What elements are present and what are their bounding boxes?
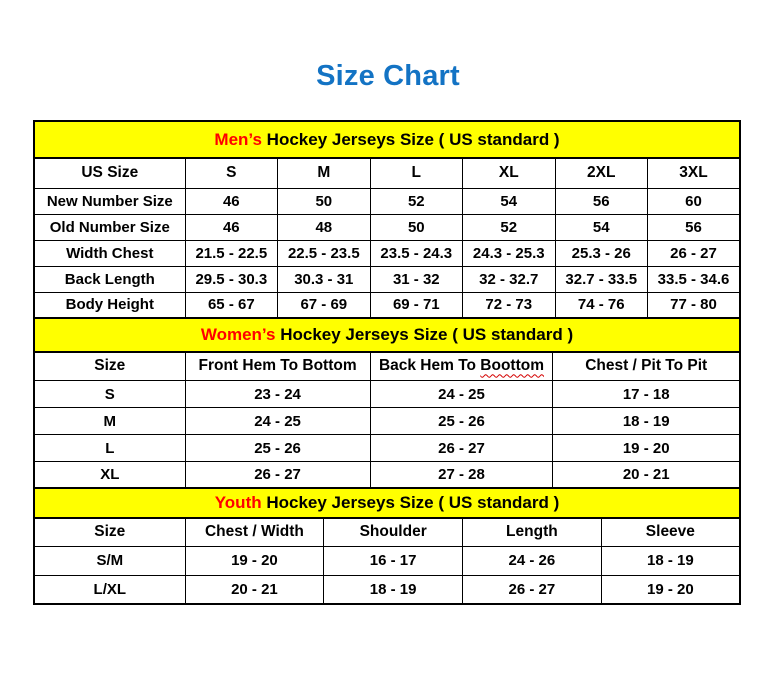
cell-value: 26 - 27 [185, 462, 370, 489]
table-row [34, 214, 740, 240]
row-label: Width Chest [34, 240, 185, 266]
column-header-label: S [226, 164, 237, 182]
column-header [34, 352, 185, 381]
table-row [34, 240, 740, 266]
cell-value: 24 - 25 [185, 408, 370, 435]
table-title-band [34, 488, 740, 518]
column-header-label: 2XL [587, 164, 616, 182]
column-header [648, 158, 741, 188]
table-title-text: Hockey Jerseys Size ( US standard ) [275, 324, 574, 344]
column-header-label: Chest / Width [204, 523, 304, 541]
column-header [463, 518, 602, 546]
table-title [34, 121, 740, 158]
table-row [34, 575, 740, 604]
column-header-label: US Size [81, 164, 139, 182]
cell-value: 24 - 25 [370, 381, 553, 408]
cell-value: 33.5 - 34.6 [648, 266, 741, 292]
header-row [34, 352, 740, 381]
row-label: M [34, 408, 185, 435]
cell-value: 67 - 69 [278, 292, 370, 318]
cell-value: 25.3 - 26 [555, 240, 647, 266]
cell-value: 18 - 19 [601, 546, 740, 575]
cell-value: 25 - 26 [185, 435, 370, 462]
table-title-text: Hockey Jerseys Size ( US standard ) [261, 493, 560, 512]
cell-value: 32 - 32.7 [463, 266, 555, 292]
column-header [34, 158, 185, 188]
cell-value: 26 - 27 [370, 435, 553, 462]
column-header [555, 158, 647, 188]
cell-value: 16 - 17 [324, 546, 463, 575]
cell-value: 26 - 27 [648, 240, 741, 266]
cell-value: 65 - 67 [185, 292, 277, 318]
cell-value: 26 - 27 [463, 575, 602, 604]
cell-value: 27 - 28 [370, 462, 553, 489]
row-label: XL [34, 462, 185, 489]
cell-value: 56 [648, 214, 741, 240]
cell-value: 22.5 - 23.5 [278, 240, 370, 266]
table-row [34, 381, 740, 408]
page-title: Size Chart [316, 60, 460, 92]
cell-value: 50 [278, 188, 370, 214]
cell-value: 52 [370, 188, 462, 214]
cell-value: 24 - 26 [463, 546, 602, 575]
row-label: Back Length [34, 266, 185, 292]
cell-value: 24.3 - 25.3 [463, 240, 555, 266]
cell-value: 21.5 - 22.5 [185, 240, 277, 266]
cell-value: 19 - 20 [553, 435, 740, 462]
column-header-label: XL [498, 164, 519, 182]
table-title [34, 318, 740, 352]
table-title-highlight: Youth [214, 493, 262, 512]
column-header-label: L [411, 164, 422, 182]
cell-value: 60 [648, 188, 741, 214]
column-header-label: Size [94, 357, 126, 375]
column-header [370, 352, 553, 381]
column-header-label: Shoulder [359, 523, 427, 541]
cell-value: 18 - 19 [553, 408, 740, 435]
size-tables [33, 120, 741, 605]
table-row [34, 188, 740, 214]
cell-value: 30.3 - 31 [278, 266, 370, 292]
cell-value: 48 [278, 214, 370, 240]
row-label: L/XL [34, 575, 185, 604]
row-label: New Number Size [34, 188, 185, 214]
cell-value: 23 - 24 [185, 381, 370, 408]
row-label: Body Height [34, 292, 185, 318]
row-label: L [34, 435, 185, 462]
table-title-highlight: Women’s [200, 324, 276, 344]
cell-value: 17 - 18 [553, 381, 740, 408]
cell-value: 56 [555, 188, 647, 214]
cell-value: 19 - 20 [601, 575, 740, 604]
table-title-highlight: Men’s [214, 129, 262, 149]
cell-value: 23.5 - 24.3 [370, 240, 462, 266]
cell-value: 74 - 76 [555, 292, 647, 318]
table-row [34, 435, 740, 462]
table-row [34, 462, 740, 489]
cell-value: 77 - 80 [648, 292, 741, 318]
header-row [34, 518, 740, 546]
cell-value: 19 - 20 [185, 546, 324, 575]
column-header [185, 518, 324, 546]
column-header-label: Size [94, 523, 126, 541]
cell-value: 46 [185, 214, 277, 240]
cell-value: 46 [185, 188, 277, 214]
row-label: S/M [34, 546, 185, 575]
column-header-label: Sleeve [645, 523, 695, 541]
table-title-text: Hockey Jerseys Size ( US standard ) [261, 129, 560, 149]
column-header-label: Back Hem To [378, 357, 481, 375]
column-header [370, 158, 462, 188]
table-title-band [34, 318, 740, 352]
cell-value: 69 - 71 [370, 292, 462, 318]
column-header [324, 518, 463, 546]
table-row [34, 266, 740, 292]
cell-value: 25 - 26 [370, 408, 553, 435]
cell-value: 54 [555, 214, 647, 240]
table-row [34, 546, 740, 575]
cell-value: 18 - 19 [324, 575, 463, 604]
cell-value: 32.7 - 33.5 [555, 266, 647, 292]
table-title [34, 488, 740, 518]
column-header [185, 352, 370, 381]
size-table-mens [33, 120, 741, 319]
row-label: Old Number Size [34, 214, 185, 240]
table-title-band [34, 121, 740, 158]
column-header [601, 518, 740, 546]
column-header [278, 158, 370, 188]
column-header [185, 158, 277, 188]
cell-value: 54 [463, 188, 555, 214]
table-row [34, 292, 740, 318]
misspelled-word: Boottom [480, 357, 544, 375]
cell-value: 50 [370, 214, 462, 240]
size-table-womens [33, 317, 741, 490]
column-header-label: Front Hem To Bottom [198, 357, 357, 375]
column-header [34, 518, 185, 546]
cell-value: 20 - 21 [185, 575, 324, 604]
row-label: S [34, 381, 185, 408]
cell-value: 31 - 32 [370, 266, 462, 292]
column-header-label: 3XL [679, 164, 708, 182]
cell-value: 72 - 73 [463, 292, 555, 318]
cell-value: 29.5 - 30.3 [185, 266, 277, 292]
column-header-label: M [317, 164, 331, 182]
column-header-label: Chest / Pit To Pit [585, 357, 708, 375]
column-header-label: Length [506, 523, 558, 541]
column-header [463, 158, 555, 188]
header-row [34, 158, 740, 188]
table-row [34, 408, 740, 435]
size-table-youth [33, 487, 741, 605]
cell-value: 20 - 21 [553, 462, 740, 489]
column-header [553, 352, 740, 381]
cell-value: 52 [463, 214, 555, 240]
